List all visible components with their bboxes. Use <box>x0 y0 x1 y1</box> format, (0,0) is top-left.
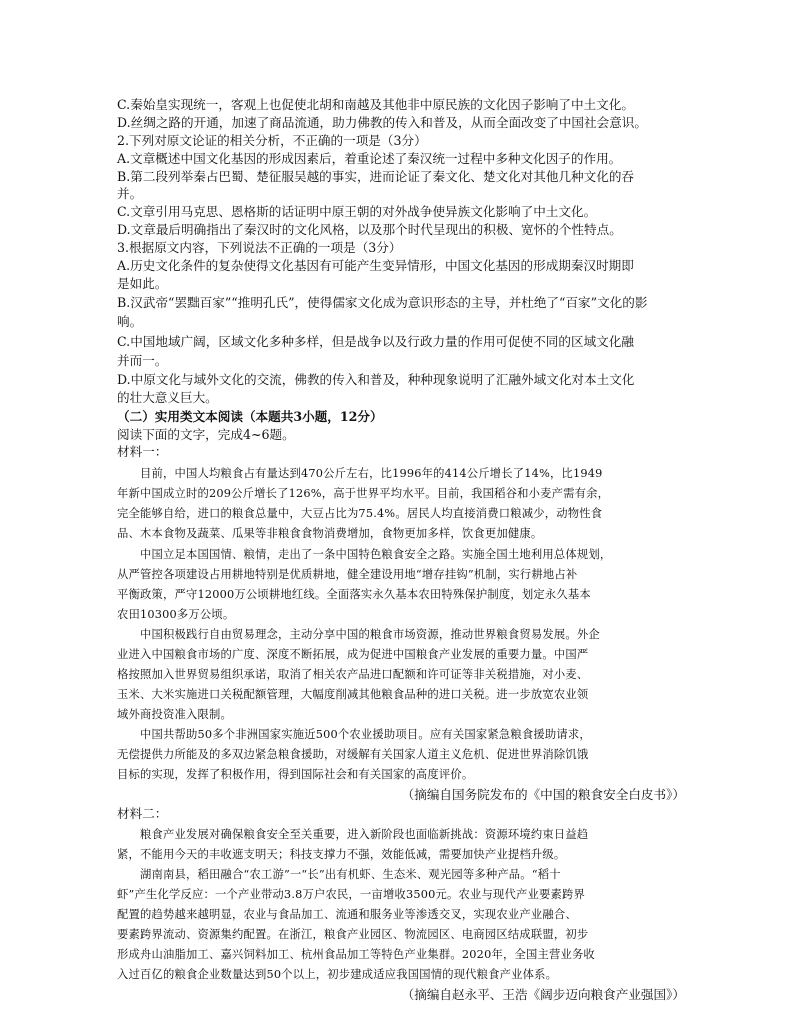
material-1-line: 农田10300多万公顷。 <box>117 608 235 621</box>
question-3: 3.根据原文内容，下列说法不正确的一项是（3分） <box>117 240 402 255</box>
option-b-cont: 并。 <box>117 186 143 201</box>
material-1-line: 目前，中国人均粮食占有量达到470公斤左右，比1996年的414公斤增长了14%，比1949 <box>140 467 603 480</box>
option-a: A.历史文化条件的复杂使得文化基因有可能产生变异情形，中国文化基因的形成期秦汉时期即 <box>117 258 634 273</box>
option-d: D.文章最后明确指出了秦汉时的文化风格，以及那个时代呈现出的积极、宽怀的个性特点。 <box>117 222 622 237</box>
option-c: C.秦始皇实现统一，客观上也促使北胡和南越及其他非中原民族的文化因子影响了中土文化。 <box>117 97 634 112</box>
option-b: B.第二段列举秦占巴蜀、楚征服吴越的事实，进而论证了秦文化、楚文化对其他几种文化的吞 <box>117 169 635 184</box>
option-b-cont: 响。 <box>117 314 143 329</box>
material-1-line: 中国立足本国国情、粮情，走出了一条中国特色粮食安全之路。实施全国土地利用总体规划， <box>140 548 612 561</box>
material-1-line: 品、木本食物及蔬菜、瓜果等非粮食食物消费增加，食物更加多样，饮食更加健康。 <box>117 527 543 540</box>
option-d-cont: 的壮大意义巨大。 <box>117 390 218 405</box>
material-1-line: 格按照加入世界贸易组织承诺，取消了相关农产品进口配额和许可证等非关税措施，对小麦、 <box>117 668 589 681</box>
option-a-cont: 是如此。 <box>117 276 168 291</box>
option-c: C.文章引用马克思、恩格斯的话证明中原王朝的对外战争使异族文化影响了中土文化。 <box>117 204 597 219</box>
material-2-line: 湖南南县，稻田融合“农工游”一“长”出有机虾、生态米、观光园等多种产品。“稻十 <box>140 868 561 881</box>
instruction: 阅读下面的文字，完成4~6题。 <box>117 427 295 442</box>
option-c-cont: 并而一。 <box>117 353 168 368</box>
material-1-line: 年新中国成立时的209公斤增长了126%，高于世界平均水平。目前，我国稻谷和小麦产需有余， <box>117 487 610 500</box>
material-1-line: 无偿提供力所能及的多双边紧急粮食援助，对缓解有关国家人道主义危机、促进世界消除饥饿 <box>117 748 589 761</box>
material-2-line: 粮食产业发展对确保粮食安全至关重要，进入新阶段也面临新挑战：资源环境约束日益趋 <box>140 828 589 841</box>
material-1-line: 中国积极践行自由贸易理念，主动分享中国的粮食市场资源，推动世界粮食贸易发展。外企 <box>140 628 600 641</box>
option-b: B.汉武帝“罢黜百家”“推明孔氏”，使得儒家文化成为意识形态的主导，并杜绝了“百家”文化的影 <box>117 295 648 310</box>
material-1-line: 玉米、大米实施进口关税配额管理，大幅度削减其他粮食品种的进口关税。进一步放宽农业领 <box>117 688 589 701</box>
material-2-line: 入过百亿的粮食企业数量达到50个以上，初步建成适应我国国情的现代粮食产业体系。 <box>117 968 558 981</box>
option-d: D.中原文化与域外文化的交流，佛教的传入和普及，种种现象说明了汇融外域文化对本土文化 <box>117 372 635 387</box>
material-1-line: 业进入中国粮食市场的广度、深度不断拓展，成为促进中国粮食产业发展的重要力量。中国严 <box>117 648 589 661</box>
material-1-source: （摘编自国务院发布的《中国的粮食安全白皮书》） <box>401 787 685 802</box>
option-a: A.文章概述中国文化基因的形成因素后，着重论述了秦汉统一过程中多种文化因子的作用。 <box>117 151 622 166</box>
material-2-line: 要素跨界流动、资源集约配置。在浙江，粮食产业园区、物流园区、电商园区结成联盟，初步 <box>117 928 589 941</box>
material-1-line: 中国共帮助50多个非洲国家实施近500个农业援助项目。应有关国家紧急粮食援助请求， <box>140 728 591 741</box>
material-2-line: 虾”产生化学反应：一个产业带动3.8万户农民，一亩增收3500元。农业与现代产业要素跨界 <box>117 888 585 901</box>
question-2: 2.下列对原文论证的相关分析，不正确的一项是（3分） <box>117 133 427 148</box>
material-2-label: 材料二： <box>117 806 168 821</box>
material-1-line: 完全能够自给，进口的粮食总量中，大豆占比为75.4%。居民人均直接消费口粮减少，动物性食 <box>117 507 603 520</box>
material-1-line: 平衡政策，严守12000万公顷耕地红线。全面落实永久基本农田特殊保护制度，划定永久基本 <box>117 588 591 601</box>
material-1-line: 目标的实现，发挥了积极作用，得到国际社会和有关国家的高度评价。 <box>117 768 474 781</box>
option-d: D.丝绸之路的开通，加速了商品流通，助力佛教的传入和普及，从而全面改变了中国社会意识。 <box>117 115 647 130</box>
material-2-line: 紧，不能用今天的丰收遮支明天；科技支撑力不强，效能低减，需要加快产业提档升级。 <box>117 848 566 861</box>
option-c: C.中国地域广阔，区域文化多种多样，但是战争以及行政力量的作用可促使不同的区域文化融 <box>117 334 634 349</box>
material-2-line: 配置的趋势越来越明显，农业与食品加工、流通和服务业等渗透交叉，实现农业产业融合、 <box>117 908 577 921</box>
material-2-line: 形成舟山油脂加工、嘉兴饲料加工、杭州食品加工等特色产业集群。2020年，全国主营业务收 <box>117 948 595 961</box>
material-1-label: 材料一： <box>117 444 168 459</box>
material-1-line: 域外商投资准入限制。 <box>117 708 232 721</box>
material-2-source: （摘编自赵永平、王浩《阔步迈向粮食产业强国》） <box>401 987 685 1002</box>
material-1-line: 从严管控各项建设占用耕地特别是优质耕地，健全建设用地“增存挂钩”机制，实行耕地占补 <box>117 568 578 581</box>
section-heading: （二）实用类文本阅读（本题共3小题，12分） <box>117 409 383 424</box>
